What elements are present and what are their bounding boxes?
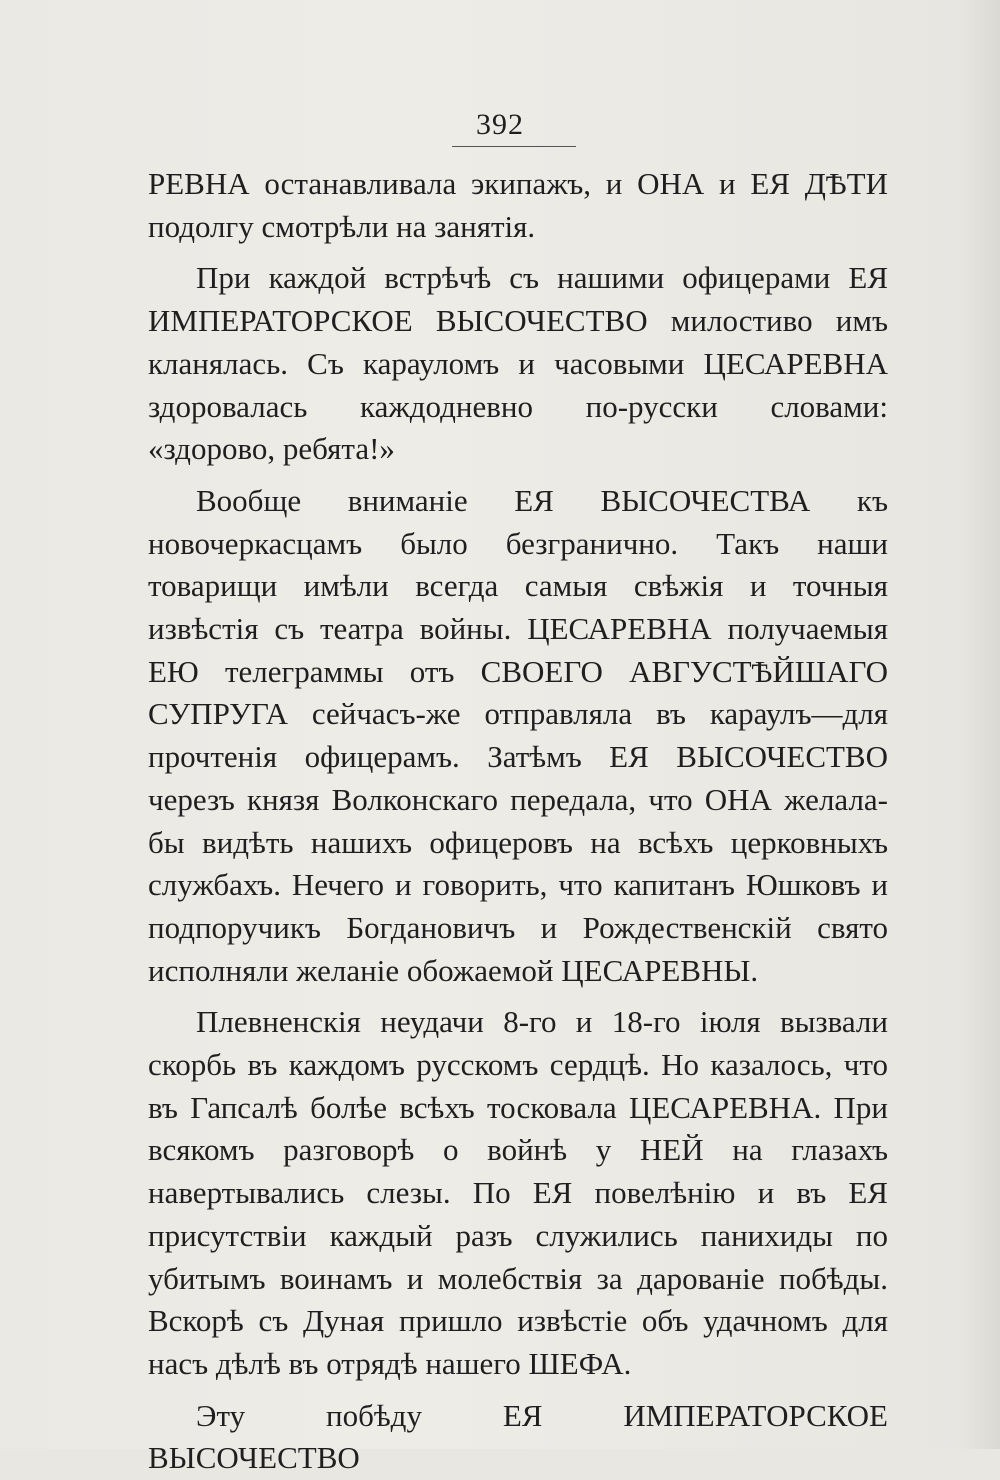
paragraph-1: РЕВНА останавливала экипажъ, и ОНА и ЕЯ ДѢТИ подолгу смотрѣли на занятія. <box>148 166 888 244</box>
body-text <box>148 163 888 1480</box>
paragraph-3: Вообще вниманіе ЕЯ ВЫСОЧЕСТВА къ новочеркасцамъ было безгранично. Такъ наши товарищи имѣли всегда самыя свѣжія и точныя извѣстія съ театра войны. ЦЕСАРЕВНА получаемыя ЕЮ телеграммы отъ СВОЕГО АВГУСТѢЙШАГО СУПРУГА сейчасъ-же отправляла въ караулъ—для прочтенія офицерамъ. Затѣмъ ЕЯ ВЫСОЧЕСТВО черезъ князя Волконскаго передала, что ОНА желала-бы видѣть нашихъ офицеровъ на всѣхъ церковныхъ службахъ. Нечего и говорить, что капитанъ Юшковъ и подпоручикъ Богдановичъ и Рождественскій свято исполняли желаніе обожаемой ЦЕСАРЕВНЫ. <box>148 482 888 988</box>
paragraph-4: Плевненскія неудачи 8-го и 18-го іюля вызвали скорбь въ каждомъ русскомъ сердцѣ. Но казалось, что въ Гапсалѣ болѣе всѣхъ тосковала ЦЕСАРЕВНА. При всякомъ разговорѣ о войнѣ у НЕЙ на глазахъ навертывались слезы. По ЕЯ повелѣнію и въ ЕЯ присутствіи каждый разъ служились панихиды по убитымъ воинамъ и молебствія за дарованіе побѣды. Вскорѣ съ Дуная пришло извѣстіе объ удачномъ для насъ дѣлѣ въ отрядѣ нашего ШЕФА. <box>148 1004 888 1381</box>
page-shadow <box>960 0 1000 1449</box>
page-number: 392 <box>476 108 524 141</box>
paragraph-2: При каждой встрѣчѣ съ нашими офицерами ЕЯ ИМПЕРАТОРСКОЕ ВЫСОЧЕСТВО милостиво имъ кланялась. Съ карауломъ и часовыми ЦЕСАРЕВНА здоровалась каждодневно по-русски словами: «здорово, ребята!» <box>148 260 888 467</box>
paragraph-5: Эту побѣду ЕЯ ИМПЕРАТОРСКОЕ ВЫСОЧЕСТВО <box>148 1397 888 1476</box>
page-number-rule <box>452 146 576 147</box>
